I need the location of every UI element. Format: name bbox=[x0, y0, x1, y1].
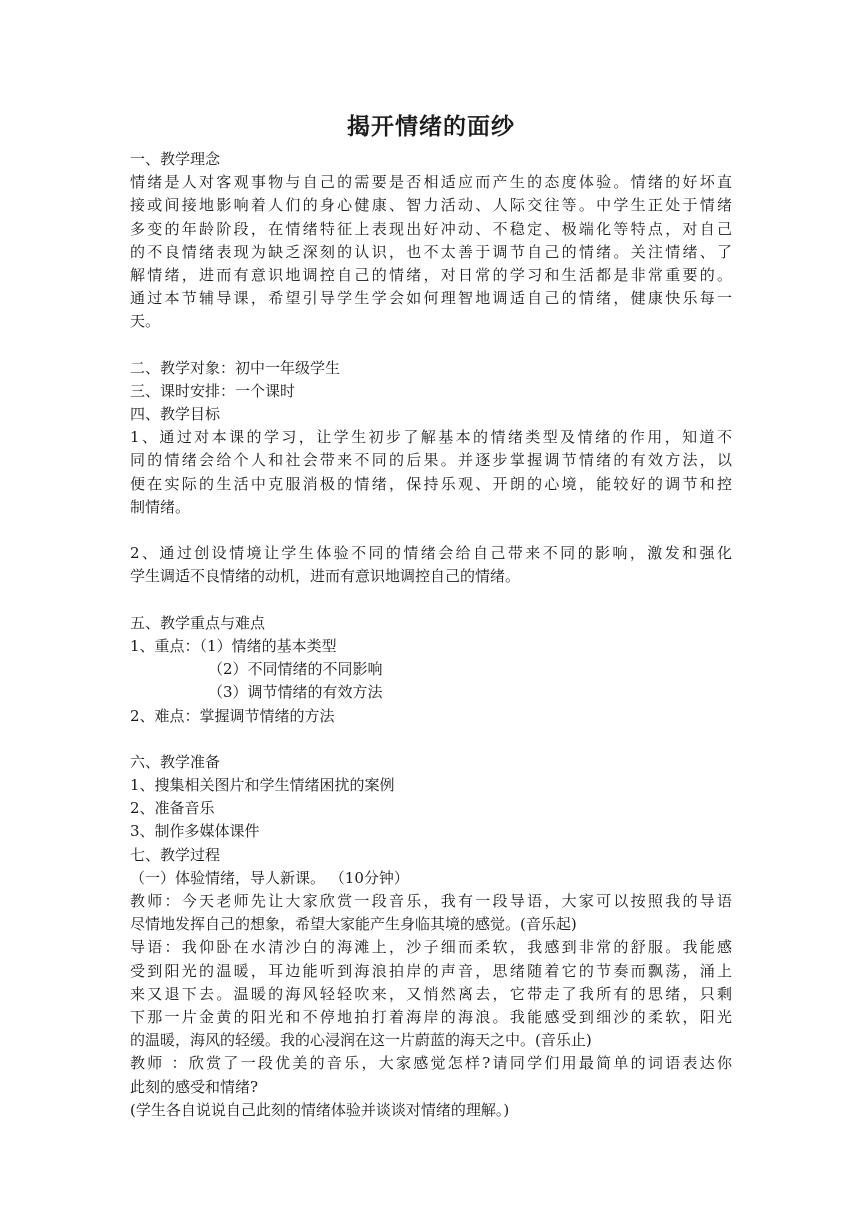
text-line: 三、课时安排：一个课时 bbox=[130, 381, 296, 400]
document-body bbox=[130, 148, 732, 1122]
text-line: 导语：我仰卧在水清沙白的海滩上，沙子细而柔软，我感到非常的舒服。我能感 bbox=[130, 938, 732, 957]
text-line: （3）调节情绪的有效方法 bbox=[208, 683, 383, 702]
text-line: 此刻的感受和情绪? bbox=[130, 1077, 259, 1096]
text-line: 1、重点：（1）情绪的基本类型 bbox=[130, 636, 337, 655]
text-line: 教师：今天老师先让大家欣赏一段音乐，我有一段导语，大家可以按照我的导语 bbox=[130, 892, 732, 910]
text-line: 下那一片金黄的阳光和不停地拍打着海岸的海浪。我能感受到细沙的柔软，阳光 bbox=[130, 1007, 732, 1026]
text-line: 的不良情绪表现为缺乏深刻的认识，也不太善于调节自己的情绪。关注情绪、了 bbox=[130, 242, 732, 261]
text-line: 2、难点：掌握调节情绪的方法 bbox=[130, 706, 335, 725]
text-line: 制情绪。 bbox=[130, 497, 191, 516]
text-line: 学生调适不良情绪的动机，进而有意识地调控自己的情绪。 bbox=[130, 567, 521, 586]
text-line: 一、教学理念 bbox=[130, 150, 221, 168]
text-line: 多变的年龄阶段，在情绪特征上表现出好冲动、不稳定、极端化等特点，对自己 bbox=[130, 219, 732, 238]
text-line: 四、教学目标 bbox=[130, 405, 221, 424]
text-line: 便在实际的生活中克服消极的情绪，保持乐观、开朗的心境，能较好的调节和控 bbox=[130, 474, 732, 493]
text-line: 解情绪，进而有意识地调控自己的情绪，对日常的学习和生活都是非常重要的。 bbox=[130, 265, 732, 284]
text-line: （2）不同情绪的不同影响 bbox=[208, 660, 383, 679]
text-line: 二、教学对象：初中一年级学生 bbox=[130, 358, 341, 377]
text-line: 五、教学重点与难点 bbox=[130, 613, 266, 632]
text-line: 来又退下去。温暖的海风轻轻吹来，又悄然离去，它带走了我所有的思绪，只剩 bbox=[130, 984, 732, 1003]
text-line: 尽情地发挥自己的想象，希望大家能产生身临其境的感觉。(音乐起) bbox=[130, 915, 577, 934]
text-line: （一）体验情绪，导人新课。 （10分钟） bbox=[130, 868, 409, 887]
blank-line bbox=[130, 589, 732, 612]
text-line: 的温暖，海风的轻缓。我的心浸润在这一片蔚蓝的海天之中。(音乐止) bbox=[130, 1031, 592, 1050]
blank-line bbox=[130, 728, 732, 751]
text-line: 天。 bbox=[130, 312, 161, 331]
text-line: 2、通过创设情境让学生体验不同的情绪会给自己带来不同的影响，激发和强化 bbox=[130, 544, 732, 563]
text-line: 2、准备音乐 bbox=[130, 799, 215, 818]
text-line: 3、制作多媒体课件 bbox=[130, 822, 260, 841]
text-line: 七、教学过程 bbox=[130, 845, 221, 864]
blank-line bbox=[130, 519, 732, 542]
text-line: 接或间接地影响着人们的身心健康、智力活动、人际交往等。中学生正处于情绪 bbox=[130, 196, 732, 215]
blank-line bbox=[130, 334, 732, 357]
document-page bbox=[130, 110, 732, 1122]
text-line: 情绪是人对客观事物与自己的需要是否相适应而产生的态度体验。情绪的好坏直 bbox=[130, 173, 732, 192]
text-line: 1、搜集相关图片和学生情绪困扰的案例 bbox=[130, 776, 395, 795]
text-line: 六、教学准备 bbox=[130, 752, 221, 771]
text-line: 通过本节辅导课，希望引导学生学会如何理智地调适自己的情绪，健康快乐每一 bbox=[130, 289, 732, 308]
text-line: (学生各自说说自己此刻的情绪体验并谈谈对情绪的理解。) bbox=[130, 1100, 510, 1119]
document-title: 揭开情绪的面纱 bbox=[347, 114, 515, 140]
text-line: 同的情绪会给个人和社会带来不同的后果。并逐步掌握调节情绪的有效方法，以 bbox=[130, 451, 732, 470]
text-line: 受到阳光的温暖，耳边能听到海浪拍岸的声音，思绪随着它的节奏而飘荡，涌上 bbox=[130, 961, 732, 980]
text-line: 教师 ：欣赏了一段优美的音乐，大家感觉怎样?请同学们用最简单的词语表达你 bbox=[130, 1054, 732, 1073]
text-line: 1、通过对本课的学习，让学生初步了解基本的情绪类型及情绪的作用，知道不 bbox=[130, 428, 732, 447]
